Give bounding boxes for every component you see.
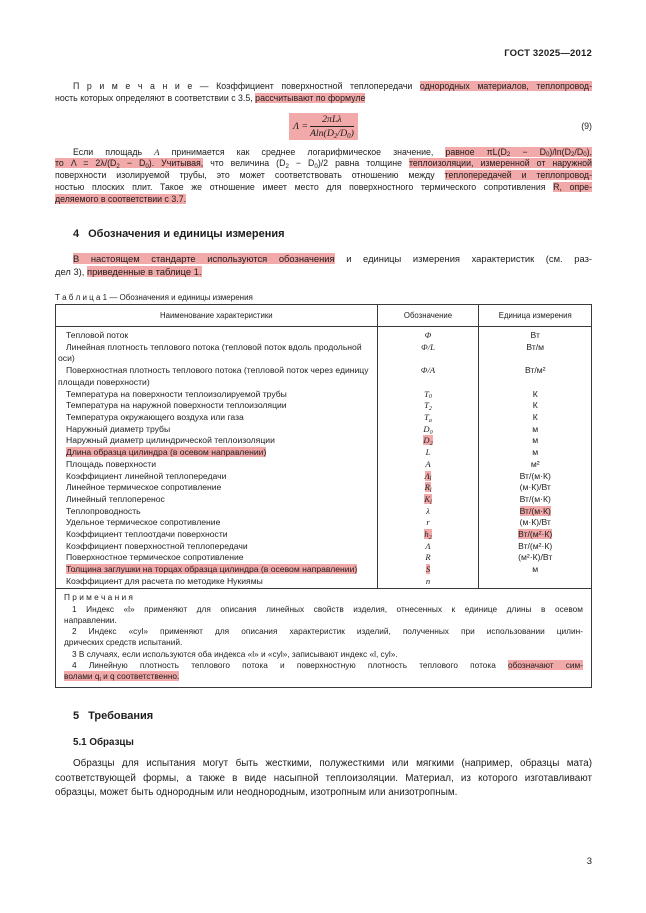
section-5-title: Требования <box>88 710 154 723</box>
cell-text: Температура окружающего воздуха или газа <box>66 412 244 422</box>
cell-text: (м·К)/Вт <box>519 517 551 528</box>
table-cell-name <box>56 529 378 541</box>
table-cell-unit <box>479 506 592 518</box>
page-content <box>55 48 592 801</box>
table-cell-unit <box>479 471 592 483</box>
table-cell-unit <box>479 389 592 401</box>
text-line <box>55 182 592 194</box>
cell-text: $T_0$ <box>424 388 432 401</box>
highlighted-text: равное $\pi L(D_2 - D_0)/\ln(D_2/D_0)$, <box>445 146 592 159</box>
highlighted-text: обозначают сим- <box>508 659 583 670</box>
table-cell-sym <box>377 482 479 494</box>
highlighted-text: приведенные в таблице 1. <box>87 265 202 277</box>
text-line <box>64 671 583 682</box>
cell-text: Площадь поверхности <box>66 458 157 469</box>
table-cell-unit <box>479 494 592 506</box>
text-segment: поверхности изолируемой трубы, это может соответствовать отношению между <box>55 170 445 181</box>
cell-text: К <box>532 412 538 422</box>
cell-text: Φ/A <box>420 365 436 376</box>
table-cell-name <box>56 327 378 342</box>
table-row <box>56 564 592 576</box>
cell-text: Линейная плотность теплового потока (тепловой поток вдоль продольной оси) <box>58 341 362 364</box>
table-row <box>56 494 592 506</box>
section-5-heading <box>55 710 592 722</box>
formula-fraction <box>310 114 354 139</box>
table-row <box>56 327 592 342</box>
highlighted-text: R, опре- <box>553 181 592 192</box>
cell-text: К <box>532 400 538 411</box>
table-cell-unit <box>479 327 592 342</box>
text-segment: A <box>154 146 160 157</box>
cell-text: Φ/L <box>421 341 435 352</box>
cell-text: Температура на поверхности теплоизолируемой трубы <box>66 388 287 399</box>
text-segment: 2 Индекс «cyl» применяют для описания характеристик изделий, полученных при использовании цилин- <box>72 626 583 637</box>
cell-text: м² <box>530 458 540 469</box>
table-cell-unit <box>479 342 592 365</box>
table-cell-name <box>56 424 378 436</box>
table-head <box>56 304 592 327</box>
table-cell-sym <box>377 459 479 471</box>
text-segment: 1 Индекс «l» применяют для описания линейных свойств изделия, отнесенных к единице длины в осевом <box>72 603 583 614</box>
cell-text: Теплопроводность <box>66 505 141 516</box>
table-cell-unit <box>479 435 592 447</box>
cell-text: Наружный диаметр трубы <box>66 423 171 434</box>
section-4-title: Обозначения и единицы измерения <box>88 227 285 240</box>
table-cell-name <box>56 494 378 506</box>
highlighted-text: $K_l$ <box>424 493 432 506</box>
cell-text: L <box>425 447 431 458</box>
section-4-number: 4 <box>73 227 80 240</box>
table-cell-unit <box>479 541 592 553</box>
text-line <box>55 170 592 182</box>
table-cell-unit <box>479 529 592 541</box>
table-cell-sym <box>377 506 479 518</box>
highlighted-text: теплоизоляции, измеренной от наружной <box>408 158 592 169</box>
table-cell-sym <box>377 517 479 529</box>
table-cell-unit <box>479 412 592 424</box>
table-cell-name <box>56 564 378 576</box>
table-cell-sym <box>377 471 479 483</box>
cell-text: Наружный диаметр цилиндрической теплоизоляции <box>66 435 275 446</box>
table-cell-name <box>56 365 378 388</box>
cell-text: Удельное термическое сопротивление <box>66 517 221 528</box>
text-line <box>55 757 592 772</box>
text-line <box>55 93 592 105</box>
cell-text: Λ <box>425 540 431 551</box>
text-segment: дел 3), <box>55 265 87 277</box>
table-note-3 <box>64 649 583 660</box>
highlighted-text: деляемого в соответствии с 3.7. <box>55 193 187 204</box>
cell-text: К <box>532 388 538 399</box>
table-cell-name <box>56 541 378 553</box>
table-cell-name <box>56 389 378 401</box>
doc-number: ГОСТ 32025—2012 <box>504 48 592 59</box>
table-cell-sym <box>377 412 479 424</box>
table-cell-name <box>56 342 378 365</box>
text-segment: 3 В случаях, если используются оба индекса «l» и «cyl», записывают индекс «l, cyl». <box>72 648 398 659</box>
text-segment: соответствующей формы, а также в виде насыпной теплоизоляции. Материал, из которого изготавливают <box>55 772 592 784</box>
text-line <box>55 772 592 787</box>
section-5-number: 5 <box>73 710 80 723</box>
table-cell-name <box>56 459 378 471</box>
highlighted-text: В настоящем стандарте используются обозначения <box>73 252 335 264</box>
table-notes-row <box>56 588 592 688</box>
table-cell-unit <box>479 400 592 412</box>
text-line <box>64 604 583 615</box>
cell-text: (м²·К)/Вт <box>518 552 553 563</box>
note-paragraph <box>55 81 592 105</box>
highlighted-text: рассчитывают по формуле <box>255 92 366 103</box>
table-row <box>56 400 592 412</box>
cell-text: Коэффициент для расчета по методике Нукиямы <box>66 575 263 586</box>
table-row <box>56 342 592 365</box>
table-cell-sym <box>377 327 479 342</box>
cell-text: м <box>532 564 539 575</box>
table-cell-unit <box>479 447 592 459</box>
cell-text: м <box>532 435 539 446</box>
table-row <box>56 529 592 541</box>
text-line <box>55 786 592 801</box>
text-line <box>55 81 592 93</box>
table-notes-title: П р и м е ч а н и я <box>64 591 133 602</box>
table-row <box>56 435 592 447</box>
table-body <box>56 327 592 588</box>
column-header-name: Наименование характеристики <box>56 304 378 327</box>
table-cell-unit <box>479 552 592 564</box>
text-segment: Если площадь <box>73 146 155 157</box>
text-line <box>55 147 592 159</box>
page-number: 3 <box>586 856 592 867</box>
table-cell-sym <box>377 365 479 388</box>
text-segment: 4 Линейную плотность теплового потока и поверхностную плотность теплового потока <box>72 659 509 670</box>
text-line <box>64 615 583 626</box>
text-segment: ность которых определяют в соответствии с 3.5, <box>55 92 256 103</box>
table-note-2 <box>64 626 583 648</box>
table-cell-unit <box>479 365 592 388</box>
formula-lhs: Λ = <box>293 120 308 132</box>
table-row <box>56 412 592 424</box>
table-cell-sym <box>377 529 479 541</box>
text-line <box>64 649 583 660</box>
cell-text: Тепловой поток <box>66 330 129 341</box>
highlighted-text: $D_2$ <box>423 435 433 448</box>
table-cell-name <box>56 435 378 447</box>
table-notes-cell <box>56 588 592 688</box>
cell-text: r <box>426 517 430 528</box>
highlighted-text: однородных материалов, теплопровод- <box>419 81 592 91</box>
paragraph-after-formula <box>55 147 592 206</box>
table-cell-sym <box>377 564 479 576</box>
table-row <box>56 365 592 388</box>
table-cell-sym <box>377 541 479 553</box>
table-header-row <box>56 304 592 327</box>
table-cell-sym <box>377 389 479 401</box>
cell-text: Вт/м <box>526 341 545 352</box>
cell-text: Коэффициент теплоотдачи поверхности <box>66 529 228 540</box>
table-cell-sym <box>377 424 479 436</box>
text-line <box>55 158 592 170</box>
column-header-symbol: Обозначение <box>377 304 479 327</box>
table-cell-unit <box>479 424 592 436</box>
text-line <box>64 660 583 671</box>
text-segment: Образцы для испытания могут быть жесткими, полужесткими или мягкими (например, образцы мата) <box>73 758 592 770</box>
table-cell-name <box>56 506 378 518</box>
text-segment: направлении. <box>64 614 117 625</box>
table-cell-sym <box>377 400 479 412</box>
text-segment: что величина $(D_2 - D_0)/2$ равна толщине <box>203 158 409 171</box>
table-cell-unit <box>479 482 592 494</box>
text-line <box>64 626 583 637</box>
highlighted-text: то $\Lambda = 2\lambda/(D_2 - D_0)$. Учитывая, <box>55 158 204 171</box>
cell-text: (м·К)/Вт <box>519 482 551 493</box>
text-segment: дрических средств испытаний. <box>64 637 183 648</box>
table-cell-name <box>56 552 378 564</box>
table-note-4 <box>64 660 583 682</box>
table-cell-sym <box>377 494 479 506</box>
text-line <box>55 252 592 265</box>
formula-expression <box>289 113 358 140</box>
highlighted-text: $h_2$ <box>424 529 432 541</box>
table-cell-name <box>56 447 378 459</box>
table-cell-name <box>56 471 378 483</box>
highlighted-text: теплопередачей и теплопровод- <box>444 170 592 181</box>
section-4-heading <box>55 228 592 240</box>
highlighted-text: Вт/(м·К) <box>519 505 551 516</box>
highlighted-text: Толщина заглушки на торцах образца цилиндра (в осевом направлении) <box>66 564 358 575</box>
formula-block <box>55 113 592 140</box>
cell-text: м <box>532 447 539 458</box>
cell-text: Поверхностное термическое сопротивление <box>66 552 244 563</box>
formula-denominator: $Aln(D_2/D_0)$ <box>309 127 354 140</box>
text-segment: и единицы измерения характеристик (см. раз- <box>334 252 592 264</box>
table-row <box>56 459 592 471</box>
section-5-1-heading: 5.1 Образцы <box>73 737 134 749</box>
highlighted-text: $\Lambda_l$ <box>424 470 432 483</box>
cell-text: Вт <box>530 330 540 341</box>
table-cell-sym <box>377 576 479 588</box>
table-caption: Т а б л и ц а 1 — Обозначения и единицы измерения <box>55 292 253 302</box>
text-segment: ностью плоских плит. Такое же отношение имеет место для поверхностного термического сопротивления <box>55 181 554 192</box>
table-notes-section <box>56 588 592 688</box>
highlighted-text: Вт/(м²·К) <box>518 529 553 540</box>
table-row <box>56 506 592 518</box>
table-note-1 <box>64 604 583 626</box>
section-4-intro-paragraph <box>55 252 592 278</box>
highlighted-text: S <box>425 564 431 575</box>
table-cell-sym <box>377 342 479 365</box>
table-cell-sym <box>377 447 479 459</box>
cell-text: Линейный теплоперенос <box>66 493 165 504</box>
cell-text: λ <box>426 505 430 516</box>
table-cell-name <box>56 517 378 529</box>
table-cell-sym <box>377 435 479 447</box>
cell-text: $T_2$ <box>424 400 432 413</box>
table-cell-unit <box>479 459 592 471</box>
table-row <box>56 447 592 459</box>
table-cell-unit <box>479 517 592 529</box>
cell-text: Коэффициент поверхностной теплопередачи <box>66 540 248 551</box>
text-segment: образцы, может быть однородным или неоднородным, изотропным или анизотропным. <box>55 787 458 799</box>
symbols-units-table <box>55 304 592 689</box>
section-5-1-paragraph <box>55 757 592 801</box>
text-line <box>55 265 592 278</box>
cell-text: Поверхностная плотность теплового потока (тепловой поток через единицу площади поверхности) <box>58 365 369 387</box>
cell-text: $T_a$ <box>424 412 432 424</box>
highlighted-text: $R_l$ <box>424 482 432 495</box>
table-cell-unit <box>479 576 592 588</box>
highlighted-text: Длина образца цилиндра (в осевом направлении) <box>66 447 267 458</box>
cell-text: Φ <box>424 330 432 341</box>
text-line <box>55 194 592 206</box>
highlighted-text: волами $q_l$ и q соответственно. <box>64 670 180 683</box>
table-row <box>56 389 592 401</box>
cell-text: Вт/(м·К) <box>519 470 551 481</box>
table-cell-name <box>56 400 378 412</box>
table-row <box>56 541 592 553</box>
table-cell-name <box>56 412 378 424</box>
table-row <box>56 517 592 529</box>
cell-text: Вт/(м·К) <box>519 493 551 504</box>
column-header-unit: Единица измерения <box>479 304 592 327</box>
cell-text: Вт/м² <box>524 365 546 376</box>
text-line <box>64 637 583 648</box>
table-cell-name <box>56 482 378 494</box>
cell-text: A <box>425 458 431 469</box>
cell-text: n <box>425 575 431 586</box>
cell-text: Вт/(м²·К) <box>518 540 553 551</box>
cell-text: $D_0$ <box>423 423 433 436</box>
equation-number: (9) <box>581 121 592 132</box>
table-row <box>56 424 592 436</box>
cell-text: R <box>425 552 431 563</box>
table-row <box>56 576 592 588</box>
table-cell-name <box>56 576 378 588</box>
text-segment: принимается как среднее логарифмическое значение, <box>159 146 446 157</box>
cell-text: Линейное термическое сопротивление <box>66 482 222 493</box>
cell-text: Температура на наружной поверхности теплоизоляции <box>66 400 287 411</box>
table-row <box>56 552 592 564</box>
formula-numerator: 2πLλ <box>310 114 354 127</box>
cell-text: Коэффициент линейной теплопередачи <box>66 470 227 481</box>
table-cell-unit <box>479 564 592 576</box>
table-row <box>56 482 592 494</box>
text-segment: П р и м е ч а н и е — Коэффициент поверхностной теплопередачи <box>73 81 420 91</box>
table-row <box>56 471 592 483</box>
table-cell-sym <box>377 552 479 564</box>
cell-text: м <box>532 423 539 434</box>
